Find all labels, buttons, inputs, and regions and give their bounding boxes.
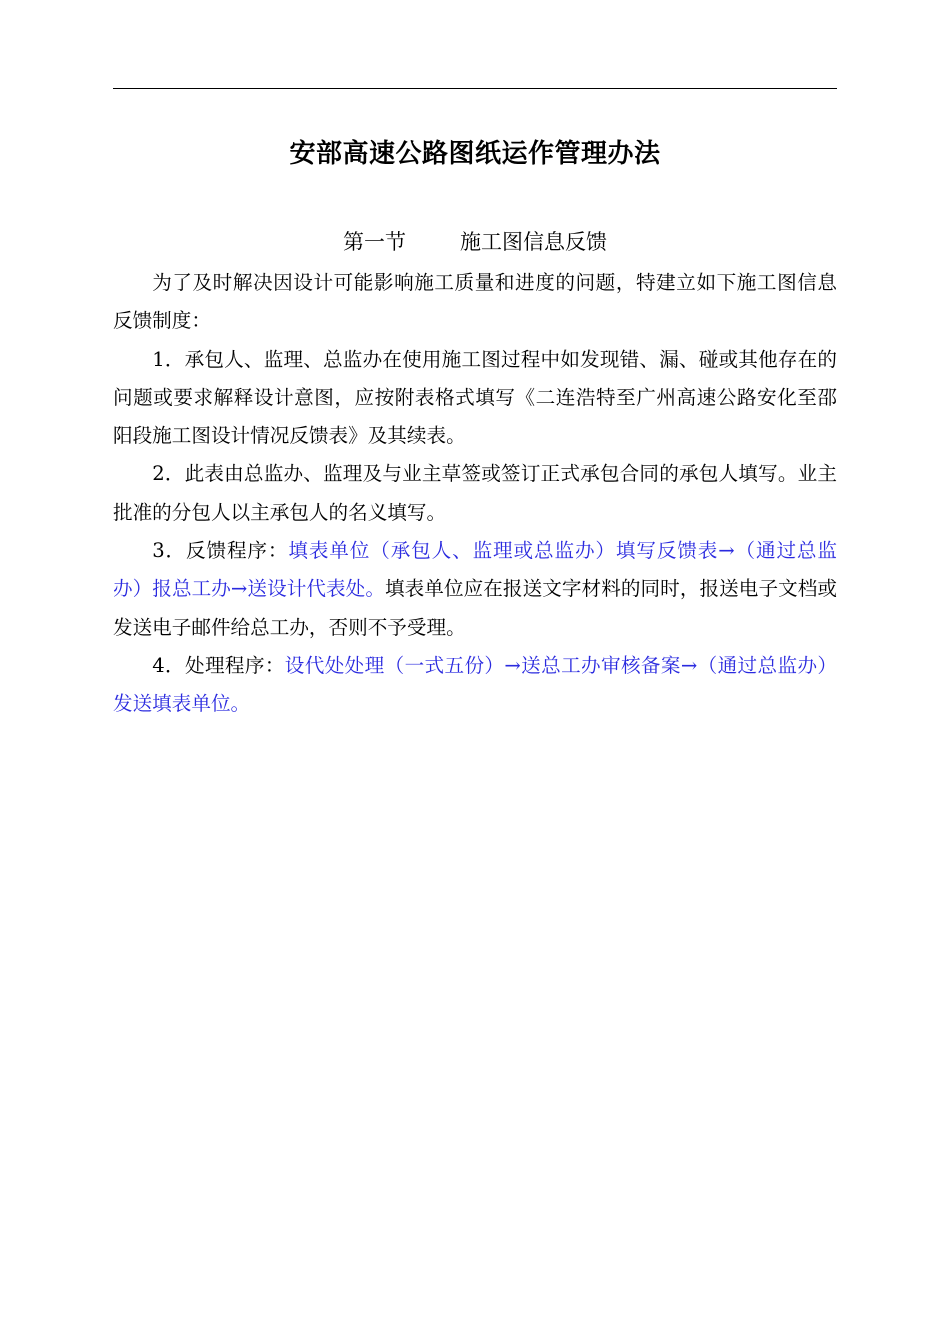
item-1-paragraph: 1．承包人、监理、总监办在使用施工图过程中如发现错、漏、碰或其他存在的问题或要求解释设计意图，应按附表格式填写《二连浩特至广州高速公路安化至邵阳段施工图设计情况反馈表》及其续表。	[113, 347, 837, 448]
intro-paragraph: 为了及时解决因设计可能影响施工质量和进度的问题，特建立如下施工图信息反馈制度：	[113, 271, 837, 333]
section-name: 施工图信息反馈	[460, 230, 607, 254]
item-4-handling-procedure: 设代处处理（一式五份）→送总工办审核备案→（通过总监办）发送填表单位。	[113, 653, 837, 716]
body-text	[113, 264, 837, 724]
item-4-lead: 4．处理程序：	[152, 653, 285, 677]
item-3-feedback-procedure: 填表单位（承包人、监理或总监办）填写反馈表→（通过总监办）报总工办→送设计代表处。	[113, 539, 838, 601]
section-heading	[113, 224, 837, 260]
item-2-paragraph: 2．此表由总监办、监理及与业主草签或签订正式承包合同的承包人填写。业主批准的分包人以主承包人的名义填写。	[113, 462, 837, 524]
item-3-paragraph	[113, 532, 837, 647]
item-4-paragraph	[113, 647, 837, 724]
section-number: 第一节	[343, 230, 406, 254]
header-rule	[113, 88, 837, 89]
document-title: 安部高速公路图纸运作管理办法	[289, 139, 661, 169]
item-3-lead: 3．反馈程序：	[152, 539, 289, 563]
item-3-rest: 填表单位应在报送文字材料的同时，报送电子文档或发送电子邮件给总工办，否则不予受理。	[113, 577, 838, 639]
